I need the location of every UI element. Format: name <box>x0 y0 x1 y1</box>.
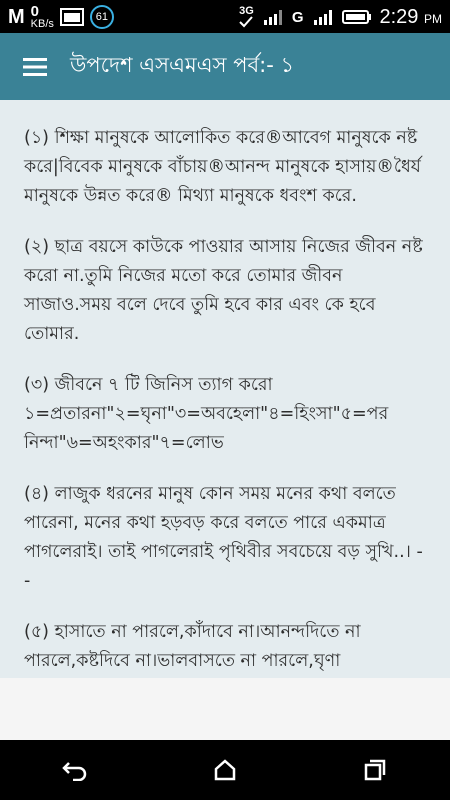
network-3g-label: 3G <box>239 5 254 17</box>
battery-icon <box>342 9 372 25</box>
clock <box>380 6 443 29</box>
clock-time: 2:29 <box>379 5 419 28</box>
system-nav-bar <box>0 740 450 800</box>
recent-apps-icon <box>363 758 387 782</box>
hamburger-icon <box>23 58 47 76</box>
check-icon <box>239 16 253 28</box>
gmail-notification-icon: M <box>8 5 25 28</box>
back-icon <box>61 759 89 781</box>
sms-paragraph-2: (২) ছাত্র বয়সে কাউকে পাওয়ার আসায় নিজের জীবন নষ্ট করো না.তুমি নিজের মতো করে তোমার জীবন সাজাও.সময় বলে দেবে তুমি হবে কার এবং কে হবে তোমার. <box>24 237 423 344</box>
page-title: উপদেশ এসএমএস পর্ব:- ১ <box>70 53 295 77</box>
menu-button[interactable] <box>0 33 70 100</box>
home-icon <box>213 758 237 782</box>
sms-paragraph-4: (৪) লাজুক ধরনের মানুষ কোন সময় মনের কথা বলতে পারেনা, মনের কথা হড়বড় করে বলতে পারে একমাত্র পাগলেরাই। তাই পাগলেরাই পৃথিবীর সবচেয়ে বড় সুখি..। -- <box>24 484 423 591</box>
sms-paragraph-5: (৫) হাসাতে না পারলে,কাঁদাবে না।আনন্দদিতে না পারলে,কষ্টদিবে না।ভালবাসতে না পারলে,ঘৃণা <box>24 622 361 671</box>
clock-ampm: PM <box>424 11 442 26</box>
badge-count-icon: 61 <box>90 5 114 29</box>
net-speed-value: 0 <box>30 3 40 20</box>
network-g-label: G <box>291 8 304 26</box>
sms-paragraph-3: (৩) জীবনে ৭ টি জিনিস ত্যাগ করো ১=প্রতারনা"২=ঘৃনা"৩=অবহেলা"৪=হিংসা"৫=পর নিন্দা"৬=অহংকার"৭=লোভ <box>24 375 389 453</box>
sms-paragraph-1: (১) শিক্ষা মানুষকে আলোকিত করে®আবেগ মানুষকে নষ্ট করে|বিবেক মানুষকে বাঁচায়®আনন্দ মানুষকে হাসায়®ধৈর্য মানুষকে উন্নত করে® মিথ্যা মানুষকে ধবংশ করে. <box>24 128 421 206</box>
recent-apps-button[interactable] <box>345 740 405 800</box>
app-bar <box>0 33 450 100</box>
sms-content[interactable] <box>0 100 450 678</box>
back-button[interactable] <box>45 740 105 800</box>
signal-bars-2-icon <box>312 8 334 26</box>
home-button[interactable] <box>195 740 255 800</box>
bottom-blank-area <box>0 678 450 740</box>
signal-bars-icon <box>262 8 284 26</box>
status-bar <box>0 0 450 33</box>
net-speed <box>31 5 54 29</box>
net-speed-unit: KB/s <box>30 18 54 30</box>
image-notification-icon <box>60 7 84 27</box>
